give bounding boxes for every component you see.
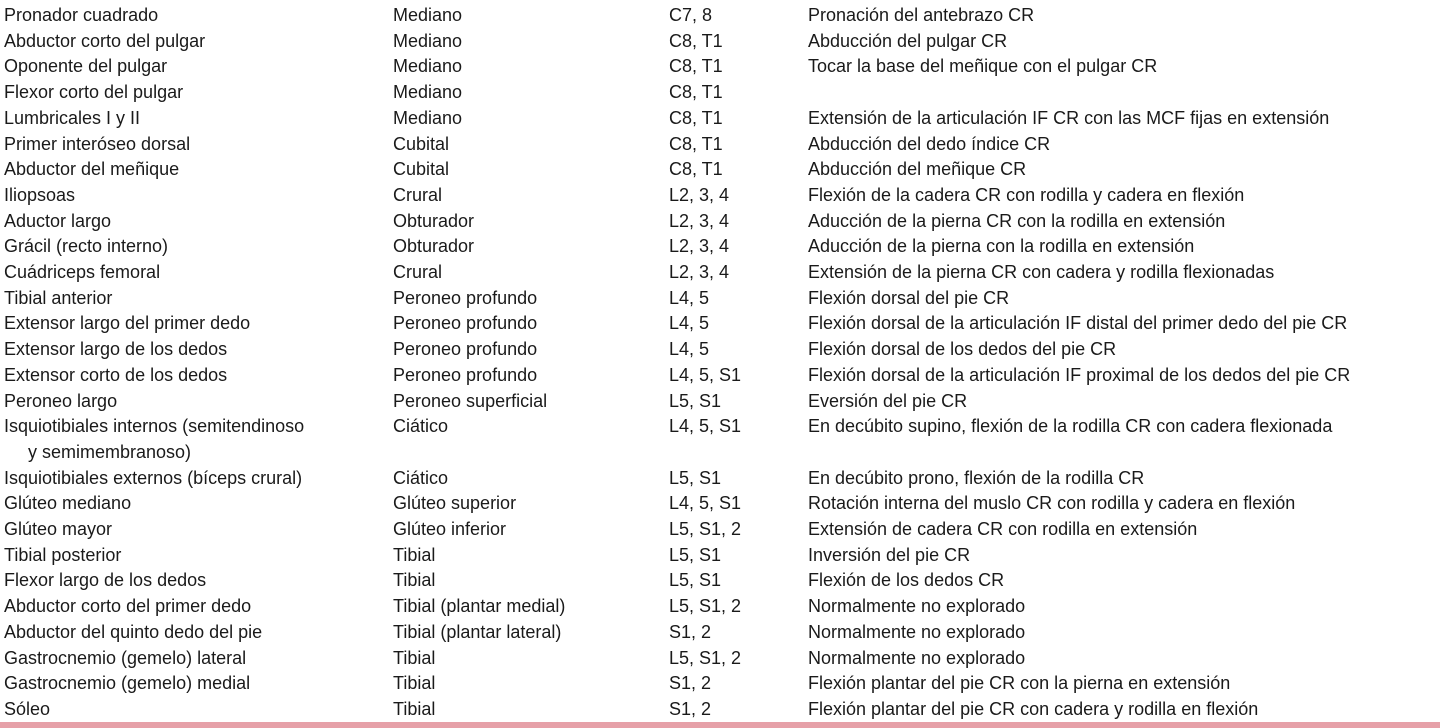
muscle-cell bbox=[0, 568, 393, 594]
action-cell: Normalmente no explorado bbox=[808, 621, 1026, 642]
muscle-name: Abductor del meñique bbox=[4, 159, 180, 180]
table-row bbox=[0, 646, 1440, 672]
muscle-name: Extensor largo de los dedos bbox=[4, 339, 228, 360]
table-row bbox=[0, 209, 1440, 235]
muscle-name: Tibial anterior bbox=[4, 287, 113, 308]
muscle-cell bbox=[0, 311, 393, 337]
muscle-name: Abductor corto del pulgar bbox=[4, 30, 206, 51]
table-row bbox=[0, 543, 1440, 569]
muscle-name: Glúteo mayor bbox=[4, 519, 113, 540]
muscle-name: Flexor corto del pulgar bbox=[4, 82, 184, 103]
action-cell: Abducción del dedo índice CR bbox=[808, 133, 1051, 154]
muscle-cell bbox=[0, 183, 393, 209]
table-row bbox=[0, 337, 1440, 363]
action-cell: Eversión del pie CR bbox=[808, 390, 968, 411]
muscle-cell bbox=[0, 620, 393, 646]
nerve-cell: Crural bbox=[393, 262, 443, 283]
roots-cell: C8, T1 bbox=[669, 107, 723, 128]
table-row bbox=[0, 466, 1440, 492]
roots-cell: C8, T1 bbox=[669, 56, 723, 77]
nerve-cell: Tibial bbox=[393, 698, 436, 719]
muscle-cell bbox=[0, 491, 393, 517]
muscle-cell bbox=[0, 414, 393, 465]
muscle-name: Iliopsoas bbox=[4, 184, 76, 205]
muscle-name: Extensor corto de los dedos bbox=[4, 364, 228, 385]
roots-cell: C7, 8 bbox=[669, 5, 713, 25]
action-cell: Tocar la base del meñique con el pulgar CR bbox=[808, 56, 1158, 77]
roots-cell: L5, S1, 2 bbox=[669, 519, 742, 540]
table-row bbox=[0, 414, 1440, 465]
roots-cell: L5, S1 bbox=[669, 544, 722, 565]
muscle-cell bbox=[0, 260, 393, 286]
roots-cell: C8, T1 bbox=[669, 133, 723, 154]
muscle-cell bbox=[0, 646, 393, 672]
nerve-cell: Tibial bbox=[393, 647, 436, 668]
nerve-cell: Ciático bbox=[393, 467, 449, 488]
roots-cell: C8, T1 bbox=[669, 30, 723, 51]
muscle-cell bbox=[0, 80, 393, 106]
nerve-cell: Tibial (plantar lateral) bbox=[393, 621, 562, 642]
action-cell: Aducción de la pierna CR con la rodilla en extensión bbox=[808, 210, 1226, 231]
table-row bbox=[0, 132, 1440, 158]
nerve-cell: Crural bbox=[393, 184, 443, 205]
table-row bbox=[0, 491, 1440, 517]
roots-cell: L2, 3, 4 bbox=[669, 184, 730, 205]
roots-cell: C8, T1 bbox=[669, 159, 723, 180]
roots-cell: L4, 5, S1 bbox=[669, 416, 742, 437]
roots-cell: L5, S1 bbox=[669, 570, 722, 591]
muscle-cell bbox=[0, 466, 393, 492]
muscle-name: Gastrocnemio (gemelo) lateral bbox=[4, 647, 247, 668]
nerve-cell: Obturador bbox=[393, 210, 475, 231]
table-row bbox=[0, 594, 1440, 620]
muscle-name: Cuádriceps femoral bbox=[4, 262, 161, 283]
table-row bbox=[0, 54, 1440, 80]
roots-cell: S1, 2 bbox=[669, 698, 712, 719]
action-cell: En decúbito prono, flexión de la rodilla CR bbox=[808, 467, 1145, 488]
muscle-name: Oponente del pulgar bbox=[4, 56, 168, 77]
roots-cell: L4, 5, S1 bbox=[669, 364, 742, 385]
muscle-name: Pronador cuadrado bbox=[4, 5, 159, 25]
muscle-name: Gastrocnemio (gemelo) medial bbox=[4, 673, 251, 694]
roots-cell: L2, 3, 4 bbox=[669, 236, 730, 257]
nerve-cell: Obturador bbox=[393, 236, 475, 257]
roots-cell: S1, 2 bbox=[669, 621, 712, 642]
nerve-cell: Mediano bbox=[393, 107, 463, 128]
muscle-cell bbox=[0, 234, 393, 260]
action-cell: Inversión del pie CR bbox=[808, 544, 971, 565]
bottom-rule bbox=[0, 722, 1440, 728]
nerve-cell: Peroneo profundo bbox=[393, 364, 538, 385]
table-row bbox=[0, 106, 1440, 132]
table-row bbox=[0, 234, 1440, 260]
nerve-cell: Peroneo profundo bbox=[393, 339, 538, 360]
nerve-cell: Glúteo inferior bbox=[393, 519, 507, 540]
roots-cell: L4, 5, S1 bbox=[669, 493, 742, 514]
table-row bbox=[0, 157, 1440, 183]
muscle-cell bbox=[0, 363, 393, 389]
nerve-cell: Tibial bbox=[393, 544, 436, 565]
action-cell: Extensión de la pierna CR con cadera y rodilla flexionadas bbox=[808, 262, 1275, 283]
muscle-cell bbox=[0, 209, 393, 235]
muscle-cell bbox=[0, 132, 393, 158]
roots-cell: L4, 5 bbox=[669, 339, 710, 360]
action-cell: Flexión plantar del pie CR con cadera y rodilla en flexión bbox=[808, 698, 1259, 719]
muscle-name-continuation: y semimembranoso) bbox=[28, 441, 192, 462]
muscle-cell bbox=[0, 697, 393, 723]
table-row bbox=[0, 568, 1440, 594]
muscle-name: Isquiotibiales externos (bíceps crural) bbox=[4, 467, 303, 488]
table-row bbox=[0, 183, 1440, 209]
action-cell: Flexión dorsal de la articulación IF proximal de los dedos del pie CR bbox=[808, 364, 1351, 385]
muscle-cell bbox=[0, 671, 393, 697]
action-cell: Flexión de la cadera CR con rodilla y cadera en flexión bbox=[808, 184, 1245, 205]
nerve-cell: Cubital bbox=[393, 133, 450, 154]
action-cell: En decúbito supino, flexión de la rodilla CR con cadera flexionada bbox=[808, 416, 1333, 437]
action-cell: Pronación del antebrazo CR bbox=[808, 5, 1035, 25]
action-cell: Extensión de la articulación IF CR con las MCF fijas en extensión bbox=[808, 107, 1330, 128]
action-cell: Flexión dorsal del pie CR bbox=[808, 287, 1010, 308]
action-cell: Aducción de la pierna con la rodilla en extensión bbox=[808, 236, 1195, 257]
roots-cell: L2, 3, 4 bbox=[669, 262, 730, 283]
roots-cell: L4, 5 bbox=[669, 313, 710, 334]
nerve-cell: Peroneo profundo bbox=[393, 313, 538, 334]
muscle-cell bbox=[0, 594, 393, 620]
muscle-cell bbox=[0, 389, 393, 415]
action-cell: Flexión dorsal de la articulación IF distal del primer dedo del pie CR bbox=[808, 313, 1348, 334]
table-row bbox=[0, 697, 1440, 723]
table-row bbox=[0, 363, 1440, 389]
muscle-cell bbox=[0, 54, 393, 80]
nerve-cell: Tibial bbox=[393, 570, 436, 591]
muscle-cell bbox=[0, 286, 393, 312]
table-row bbox=[0, 311, 1440, 337]
muscle-name: Flexor largo de los dedos bbox=[4, 570, 207, 591]
table-row bbox=[0, 286, 1440, 312]
table-row bbox=[0, 517, 1440, 543]
nerve-cell: Tibial bbox=[393, 673, 436, 694]
muscle-cell bbox=[0, 543, 393, 569]
nerve-cell: Ciático bbox=[393, 416, 449, 437]
table-row bbox=[0, 260, 1440, 286]
muscle-name: Abductor corto del primer dedo bbox=[4, 596, 252, 617]
nerve-cell: Mediano bbox=[393, 30, 463, 51]
action-cell: Extensión de cadera CR con rodilla en extensión bbox=[808, 519, 1198, 540]
nerve-cell: Mediano bbox=[393, 82, 463, 103]
muscle-cell bbox=[0, 517, 393, 543]
table-row bbox=[0, 80, 1440, 106]
muscle-cell bbox=[0, 337, 393, 363]
roots-cell: S1, 2 bbox=[669, 673, 712, 694]
nerve-cell: Tibial (plantar medial) bbox=[393, 596, 566, 617]
muscle-table bbox=[0, 3, 1440, 723]
muscle-name: Grácil (recto interno) bbox=[4, 236, 169, 257]
muscle-cell bbox=[0, 106, 393, 132]
nerve-cell: Peroneo superficial bbox=[393, 390, 548, 411]
roots-cell: L5, S1 bbox=[669, 467, 722, 488]
roots-cell: L4, 5 bbox=[669, 287, 710, 308]
muscle-cell bbox=[0, 3, 393, 29]
nerve-cell: Mediano bbox=[393, 56, 463, 77]
muscle-name: Peroneo largo bbox=[4, 390, 118, 411]
table-row bbox=[0, 671, 1440, 697]
muscle-name: Primer interóseo dorsal bbox=[4, 133, 191, 154]
action-cell: Flexión de los dedos CR bbox=[808, 570, 1005, 591]
muscle-name: Aductor largo bbox=[4, 210, 112, 231]
muscle-name: Abductor del quinto dedo del pie bbox=[4, 621, 263, 642]
muscle-cell bbox=[0, 157, 393, 183]
muscle-name: Extensor largo del primer dedo bbox=[4, 313, 251, 334]
table-row bbox=[0, 29, 1440, 55]
action-cell: Normalmente no explorado bbox=[808, 647, 1026, 668]
action-cell: Abducción del pulgar CR bbox=[808, 30, 1008, 51]
muscle-cell bbox=[0, 29, 393, 55]
action-cell: Normalmente no explorado bbox=[808, 596, 1026, 617]
muscle-name: Isquiotibiales internos (semitendinoso bbox=[4, 416, 305, 437]
nerve-cell: Mediano bbox=[393, 5, 463, 25]
action-cell: Flexión plantar del pie CR con la pierna en extensión bbox=[808, 673, 1231, 694]
nerve-cell: Cubital bbox=[393, 159, 450, 180]
muscle-name: Tibial posterior bbox=[4, 544, 122, 565]
roots-cell: L5, S1, 2 bbox=[669, 647, 742, 668]
nerve-cell: Peroneo profundo bbox=[393, 287, 538, 308]
muscle-name: Sóleo bbox=[4, 698, 51, 719]
action-cell: Flexión dorsal de los dedos del pie CR bbox=[808, 339, 1117, 360]
action-cell: Rotación interna del muslo CR con rodilla y cadera en flexión bbox=[808, 493, 1296, 514]
table-row bbox=[0, 389, 1440, 415]
action-cell: Abducción del meñique CR bbox=[808, 159, 1027, 180]
muscle-name: Glúteo mediano bbox=[4, 493, 132, 514]
roots-cell: C8, T1 bbox=[669, 82, 723, 103]
table-row bbox=[0, 3, 1440, 29]
nerve-cell: Glúteo superior bbox=[393, 493, 517, 514]
roots-cell: L2, 3, 4 bbox=[669, 210, 730, 231]
roots-cell: L5, S1, 2 bbox=[669, 596, 742, 617]
roots-cell: L5, S1 bbox=[669, 390, 722, 411]
table-row bbox=[0, 620, 1440, 646]
muscle-name: Lumbricales I y II bbox=[4, 107, 141, 128]
